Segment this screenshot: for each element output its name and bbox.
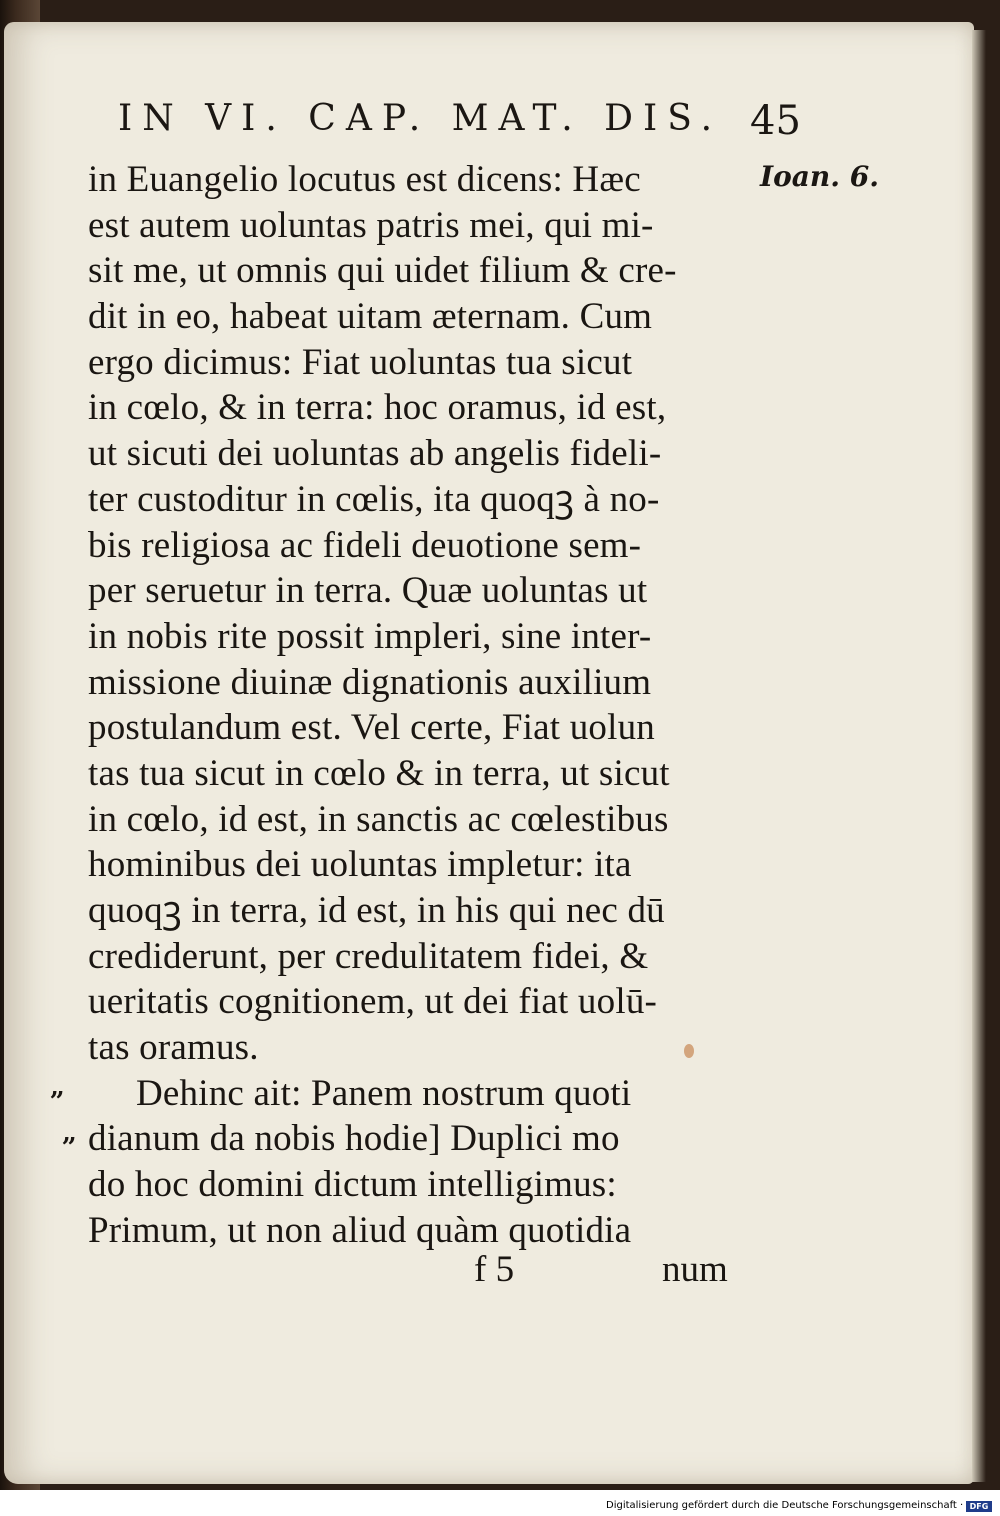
main-text-block	[88, 157, 768, 1254]
text-line: ter custoditur in cœlis, ita quoqꝫ à no-	[88, 478, 660, 520]
text-line: Primum, ut non aliud quàm quotidia	[88, 1209, 632, 1251]
text-line: Dehinc ait: Panem nostrum quoti	[136, 1072, 632, 1114]
text-line: in nobis rite possit impleri, sine inter-	[88, 615, 652, 657]
text-line: missione diuinæ dignationis auxilium	[88, 661, 652, 703]
running-head: IN VI. CAP. MAT. DIS.	[118, 98, 723, 139]
text-line: est autem uoluntas patris mei, qui mi-	[88, 204, 654, 246]
signature-mark: f 5	[474, 1249, 515, 1290]
text-line: ut sicuti dei uoluntas ab angelis fideli-	[88, 433, 662, 475]
text-line: hominibus dei uoluntas impletur: ita	[88, 844, 632, 886]
margin-note: Ioan. 6.	[760, 160, 879, 193]
text-line: do hoc domini dictum intelligimus:	[88, 1164, 617, 1206]
text-line: dit in eo, habeat uitam æternam. Cum	[88, 296, 653, 338]
digitization-credit: Digitalisierung gefördert durch die Deutsche Forschungsgemeinschaft ·	[606, 1500, 964, 1511]
text-line: tas oramus.	[88, 1027, 259, 1069]
catchword: num	[662, 1249, 728, 1290]
text-line: dianum da nobis hodie] Duplici mo	[88, 1118, 620, 1160]
text-line: bis religiosa ac fideli deuotione sem-	[88, 524, 642, 566]
text-line: crediderunt, per credulitatem fidei, &	[88, 935, 649, 977]
text-line: ergo dicimus: Fiat uoluntas tua sicut	[88, 341, 633, 383]
quotation-mark: „	[62, 1118, 77, 1148]
dfg-logo: DFG	[966, 1501, 992, 1512]
page-edge	[972, 30, 986, 1482]
text-line: ueritatis cognitionem, ut dei fiat uolū-	[88, 981, 658, 1023]
text-line: quoqꝫ in terra, id est, in his qui nec dū	[88, 890, 665, 931]
text-line: in cœlo, & in terra: hoc oramus, id est,	[88, 387, 667, 429]
ink-stain	[684, 1044, 694, 1058]
text-line: in cœlo, id est, in sanctis ac cœlestibus	[88, 798, 669, 840]
quotation-mark: „	[50, 1072, 65, 1102]
page-number: 45	[750, 98, 801, 144]
text-line: postulandum est. Vel certe, Fiat uolun	[88, 707, 655, 749]
text-line: in Euangelio locutus est dicens: Hæc	[88, 159, 641, 200]
text-line: per seruetur in terra. Quæ uoluntas ut	[88, 570, 648, 612]
text-line: sit me, ut omnis qui uidet filium & cre-	[88, 250, 677, 292]
text-line: tas tua sicut in cœlo & in terra, ut sicut	[88, 752, 670, 794]
